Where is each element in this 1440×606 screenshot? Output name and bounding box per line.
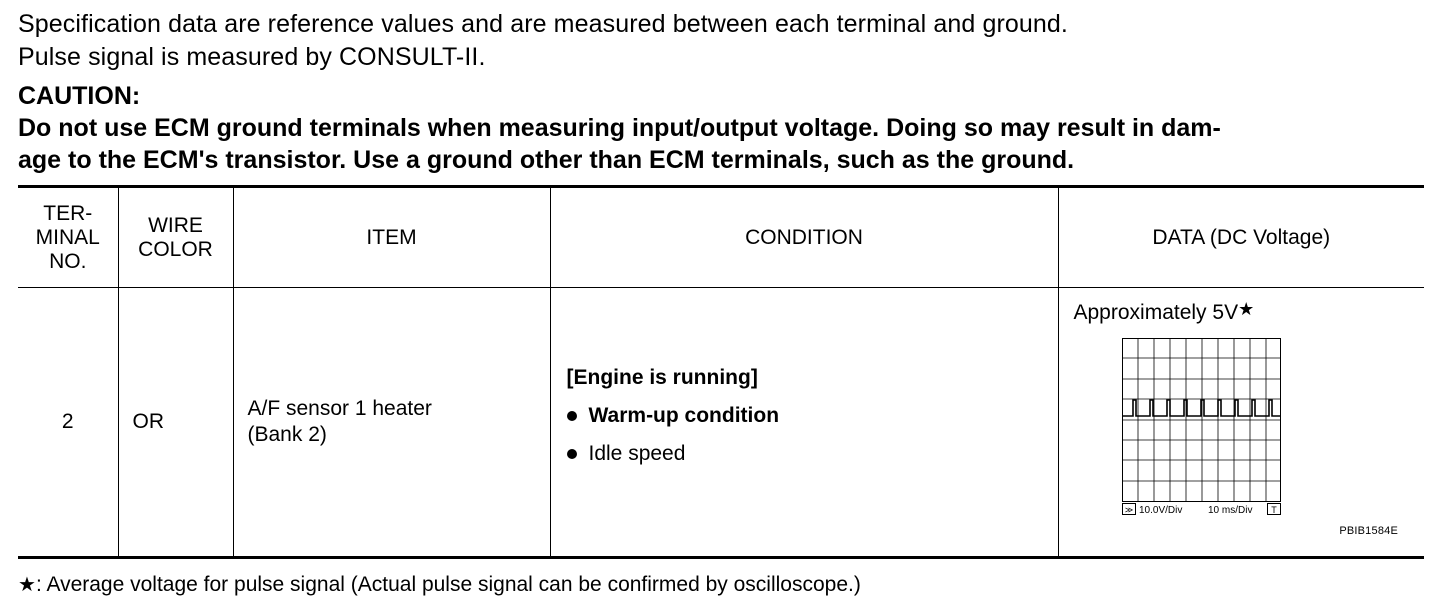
scope-right-marker: T bbox=[1270, 505, 1277, 515]
table-header-row bbox=[18, 187, 1424, 288]
bullet-dot-icon bbox=[567, 411, 577, 421]
intro-text bbox=[18, 8, 1068, 74]
condition-cell bbox=[550, 288, 1058, 558]
terminal-number: 2 bbox=[18, 288, 118, 558]
table-row bbox=[18, 288, 1424, 558]
scope-time-per-div: 10 ms/Div bbox=[1207, 505, 1252, 516]
intro-line-2: Pulse signal is measured by CONSULT-II. bbox=[18, 43, 486, 71]
caution-line-1: Do not use ECM ground terminals when measuring input/output voltage. Doing so may result in dam- bbox=[18, 114, 1221, 142]
header-wire-color: WIRE COLOR bbox=[118, 187, 233, 288]
figure-code: PBIB1584E bbox=[1339, 525, 1398, 537]
item-bank: (Bank 2) bbox=[247, 423, 327, 446]
footnote-text: : Average voltage for pulse signal (Actual pulse signal can be confirmed by oscilloscope.) bbox=[35, 573, 861, 596]
caution-heading: CAUTION: bbox=[18, 82, 141, 110]
data-value: Approximately 5V★ bbox=[1073, 299, 1255, 324]
terminal-spec-table bbox=[18, 185, 1424, 559]
caution-text bbox=[18, 112, 1428, 176]
header-condition: CONDITION bbox=[550, 187, 1058, 288]
item-name: A/F sensor 1 heater bbox=[247, 397, 432, 420]
header-terminal-no: TER- MINAL NO. bbox=[18, 187, 118, 288]
header-item: ITEM bbox=[233, 187, 550, 288]
header-data: DATA (DC Voltage) bbox=[1058, 187, 1424, 288]
bullet-dot-icon bbox=[567, 449, 577, 459]
intro-line-1: Specification data are reference values and are measured between each terminal and ground. bbox=[18, 10, 1068, 38]
condition-bullet: Idle speed bbox=[567, 441, 1058, 467]
scope-volts-per-div: 10.0V/Div bbox=[1138, 505, 1182, 516]
star-icon: ★ bbox=[1238, 299, 1255, 319]
condition-title: [Engine is running] bbox=[566, 366, 758, 389]
footnote bbox=[18, 572, 861, 597]
data-cell bbox=[1058, 288, 1424, 558]
condition-bullet: Warm-up condition bbox=[567, 403, 1058, 429]
oscilloscope-waveform bbox=[1122, 338, 1282, 520]
item-cell bbox=[233, 288, 550, 558]
scope-left-marker: ≫ bbox=[1124, 505, 1133, 515]
wire-color: OR bbox=[118, 288, 233, 558]
caution-line-2: age to the ECM's transistor. Use a ground other than ECM terminals, such as the ground. bbox=[18, 146, 1075, 174]
star-icon: ★ bbox=[18, 574, 36, 596]
